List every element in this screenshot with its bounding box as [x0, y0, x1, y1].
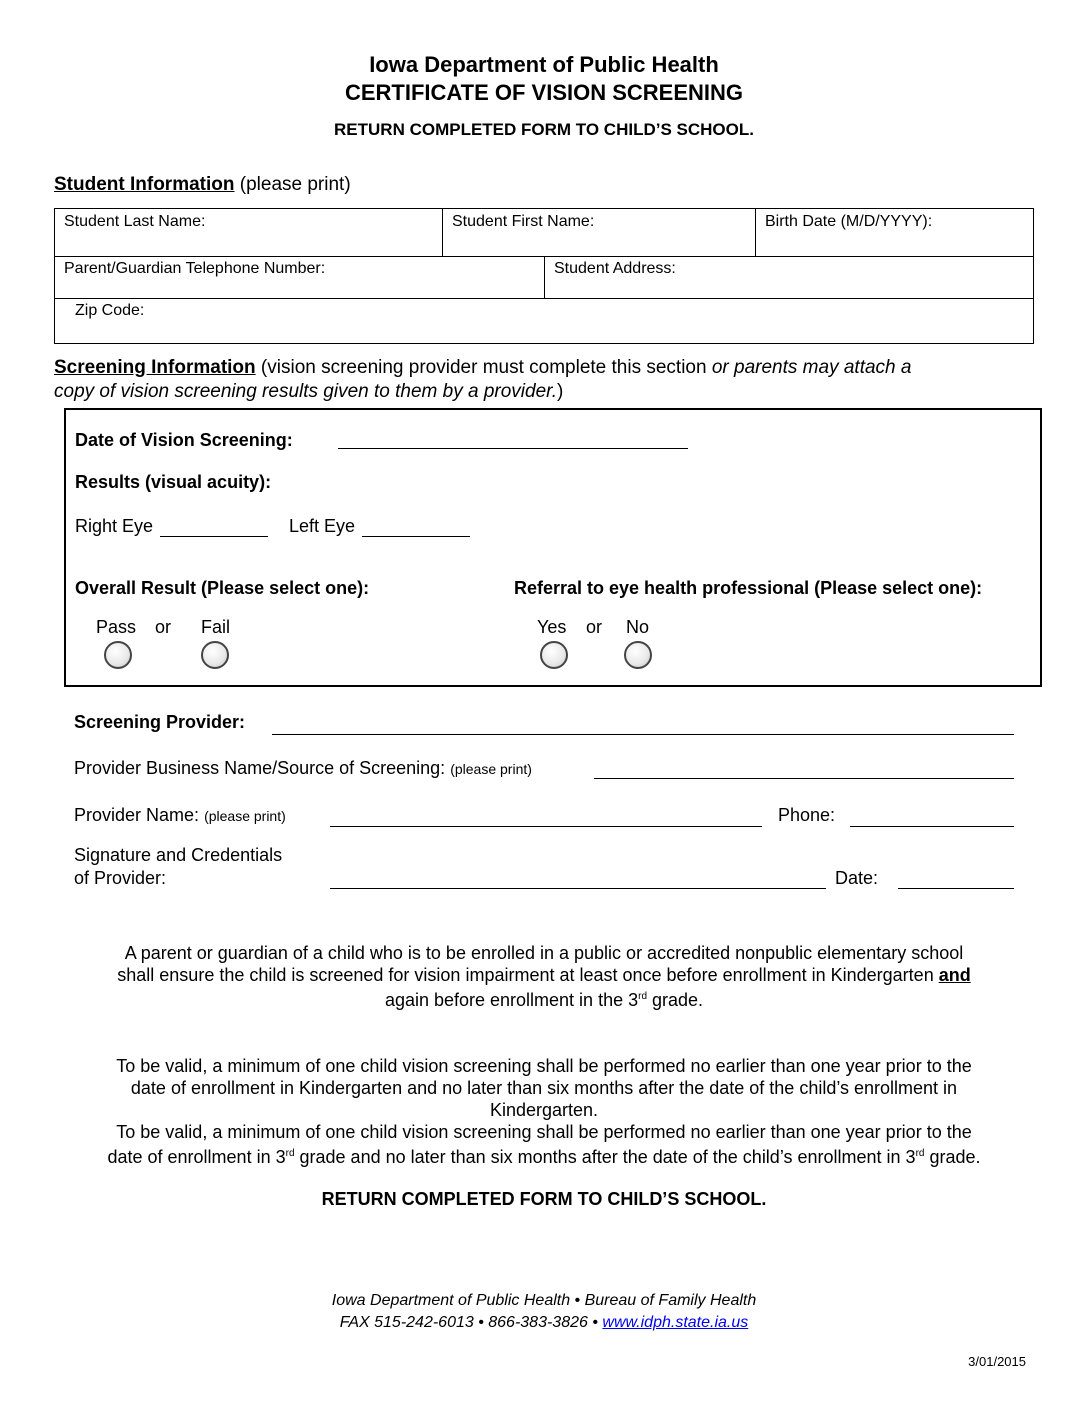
screening-provider-label: Screening Provider: — [74, 712, 246, 732]
validity-k-line-1: To be valid, a minimum of one child vision screening shall be performed no earlier than one year prior to the — [116, 1056, 972, 1076]
right-eye-label: Right Eye — [75, 516, 154, 536]
telephone-field[interactable]: Parent/Guardian Telephone Number: — [64, 260, 326, 277]
validity-g3-text-a: date of enrollment in 3 — [107, 1147, 286, 1167]
validity-k-line-2: date of enrollment in Kindergarten and no later than six months after the date of the child’s enrollment in — [130, 1078, 958, 1098]
pass-radio[interactable] — [104, 641, 132, 669]
screening-provider-line[interactable] — [272, 734, 1014, 735]
screening-note-italic-2: copy of vision screening results given to them by a provider. — [54, 381, 558, 402]
validity-paragraph — [0, 1055, 1088, 1168]
screening-section-title: Screening Information — [54, 357, 256, 378]
provider-name-label — [74, 805, 286, 826]
validity-g3-text-c: grade. — [924, 1147, 981, 1167]
signature-label-1: Signature and Credentials — [74, 845, 283, 865]
birth-date-field[interactable]: Birth Date (M/D/YYYY): — [765, 213, 933, 230]
student-section-title: Student Information — [54, 174, 235, 195]
no-label: No — [626, 617, 650, 637]
zip-code-field[interactable]: Zip Code: — [75, 302, 145, 319]
screening-section-heading — [54, 356, 1044, 404]
validity-k-line-3: Kindergarten. — [489, 1100, 599, 1120]
requirement-line-2-text: shall ensure the child is screened for vision impairment at least once before enrollment in Kindergarten — [117, 965, 939, 985]
validity-g3-sup-2: rd — [915, 1148, 925, 1159]
provider-name-line[interactable] — [330, 826, 762, 827]
revision-date: 3/01/2015 — [968, 1354, 1026, 1369]
requirement-line-2 — [0, 964, 1088, 986]
requirement-line-3 — [0, 986, 1088, 1011]
phone-label: Phone: — [778, 805, 836, 825]
student-address-field[interactable]: Student Address: — [554, 260, 676, 277]
fail-radio[interactable] — [201, 641, 229, 669]
requirement-line-1: A parent or guardian of a child who is to be enrolled in a public or accredited nonpublic elementary school — [124, 943, 964, 963]
footer-line-1: Iowa Department of Public Health • Bureau of Family Health — [331, 1292, 757, 1309]
validity-g3-line-1: To be valid, a minimum of one child vision screening shall be performed no earlier than one year prior to the — [116, 1122, 972, 1142]
yes-label: Yes — [537, 617, 567, 637]
student-last-name-field[interactable]: Student Last Name: — [64, 213, 206, 230]
return-notice-top: RETURN COMPLETED FORM TO CHILD’S SCHOOL. — [334, 120, 754, 139]
footer-line-2 — [0, 1314, 1088, 1332]
requirement-paragraph — [0, 942, 1088, 1011]
signature-label-2: of Provider: — [74, 868, 167, 888]
left-eye-label: Left Eye — [289, 516, 356, 536]
referral-label: Referral to eye health professional (Please select one): — [514, 578, 983, 598]
fail-label: Fail — [201, 617, 231, 637]
return-notice-bottom: RETURN COMPLETED FORM TO CHILD’S SCHOOL. — [321, 1189, 767, 1209]
or-label-1: or — [155, 617, 172, 637]
requirement-line-3-text: again before enrollment in the 3 — [384, 990, 639, 1010]
overall-result-label: Overall Result (Please select one): — [75, 578, 370, 598]
screening-date-line[interactable] — [338, 448, 688, 449]
provider-please-print: (please print) — [204, 808, 286, 824]
requirement-line-3-end: grade. — [647, 990, 704, 1010]
pass-label: Pass — [96, 617, 137, 637]
screening-note-italic-1: or parents may attach a — [711, 357, 912, 378]
website-link[interactable]: www.idph.state.ia.us — [602, 1314, 749, 1331]
student-section-heading — [54, 174, 351, 196]
business-name-line[interactable] — [594, 778, 1014, 779]
certificate-title: CERTIFICATE OF VISION SCREENING — [344, 80, 744, 105]
signature-line[interactable] — [330, 888, 826, 889]
requirement-sup: rd — [638, 991, 648, 1002]
date-line[interactable] — [898, 888, 1014, 889]
student-first-name-field[interactable]: Student First Name: — [452, 213, 595, 230]
left-eye-line[interactable] — [362, 536, 470, 537]
business-name-label — [74, 758, 532, 779]
phone-line[interactable] — [850, 826, 1014, 827]
yes-radio[interactable] — [540, 641, 568, 669]
results-label: Results (visual acuity): — [75, 472, 272, 492]
screening-box — [64, 408, 1042, 687]
right-eye-line[interactable] — [160, 536, 268, 537]
business-name-text: Provider Business Name/Source of Screening: — [74, 758, 446, 778]
student-info-table — [54, 208, 1034, 344]
or-label-2: or — [586, 617, 603, 637]
requirement-and: and — [938, 965, 971, 985]
date-label: Date: — [835, 868, 879, 888]
screening-date-label: Date of Vision Screening: — [75, 430, 293, 450]
provider-name-text: Provider Name: — [74, 805, 200, 825]
validity-g3-text-b: grade and no later than six months after the date of the child’s enrollment in 3 — [294, 1147, 916, 1167]
business-please-print: (please print) — [450, 761, 532, 777]
validity-g3-sup-1: rd — [285, 1148, 295, 1159]
screening-note-plain: (vision screening provider must complete this section — [260, 357, 712, 378]
student-section-note: (please print) — [239, 174, 351, 195]
validity-g3-line-2 — [0, 1143, 1088, 1168]
no-radio[interactable] — [624, 641, 652, 669]
footer-contact: FAX 515-242-6013 • 866-383-3826 • — [339, 1314, 603, 1331]
screening-note-close: ) — [557, 381, 564, 402]
agency-title: Iowa Department of Public Health — [369, 52, 719, 77]
